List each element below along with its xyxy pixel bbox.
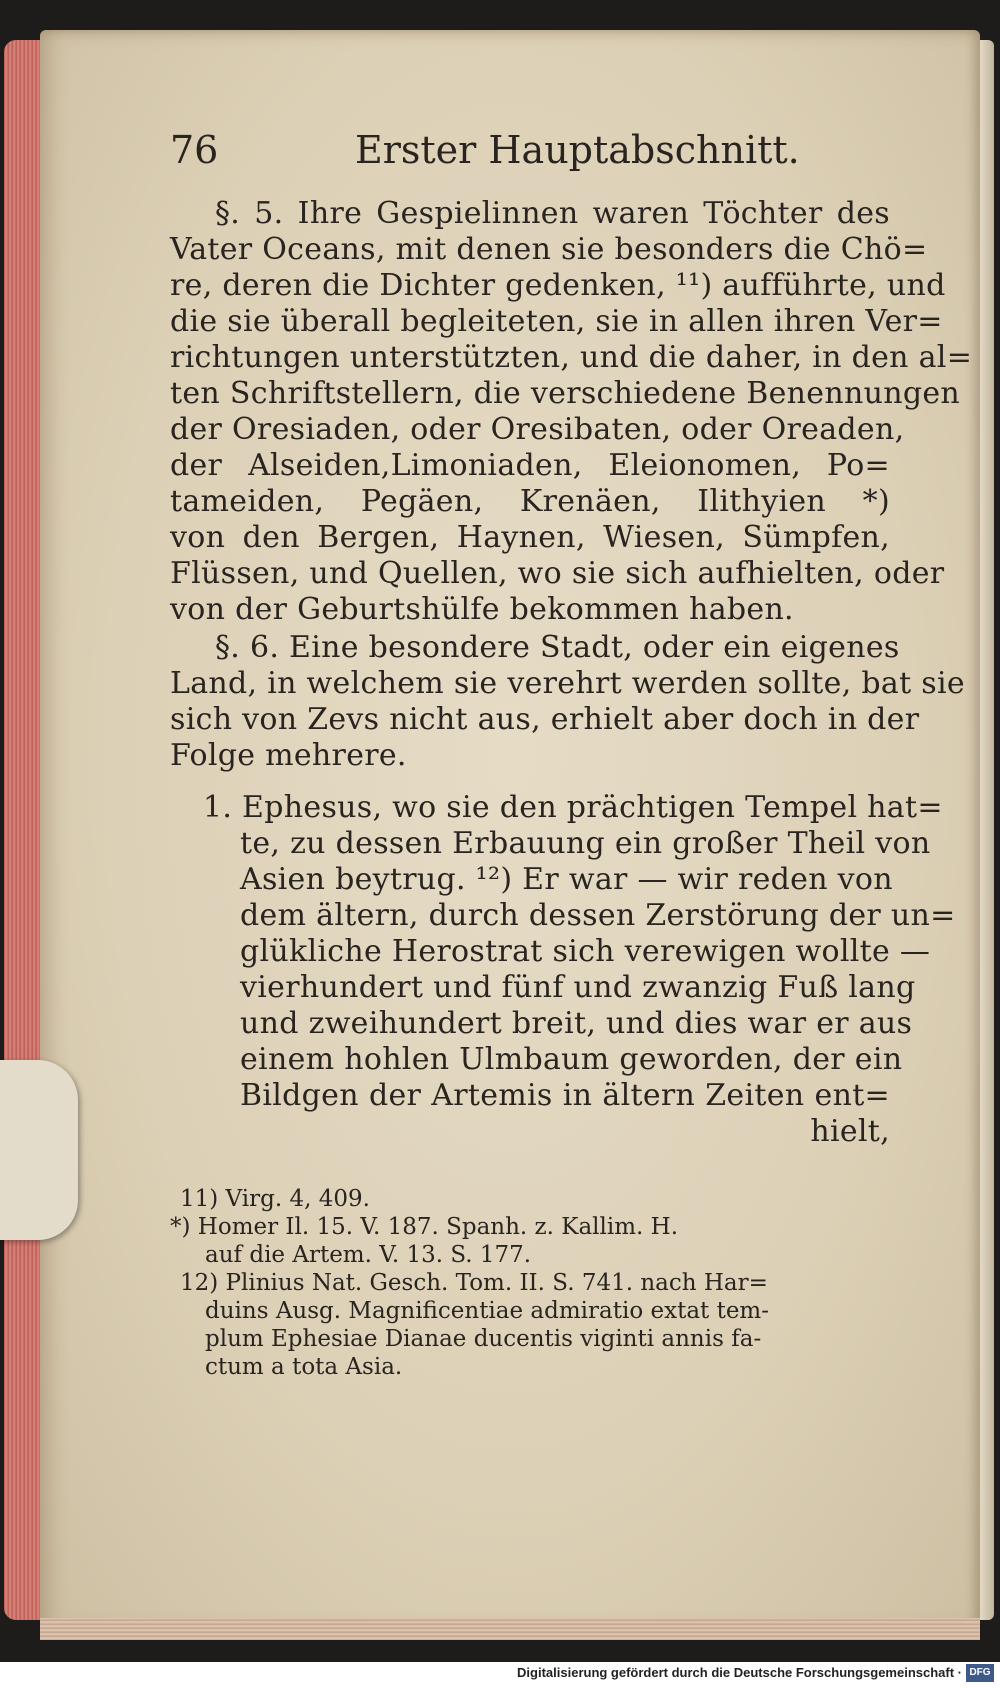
body-line: die sie überall begleiteten, sie in allen ihren Ver= (170, 304, 943, 339)
body-line: re, deren die Dichter gedenken, ¹¹) aufführte, und (170, 268, 946, 303)
body-line: Vater Oceans, mit denen sie besonders die Chö= (170, 232, 928, 267)
body-line: Flüssen, und Quellen, wo sie sich aufhielten, oder (170, 556, 945, 591)
footer-credit: Digitalisierung gefördert durch die Deutsche Forschungsgemeinschaft · (517, 1665, 962, 1680)
bookmark-tab (0, 1060, 78, 1240)
footnote-line: 11) Virg. 4, 409. (180, 1186, 370, 1212)
footnote-line: duins Ausg. Magnificentiae admiratio extat tem- (205, 1298, 770, 1324)
list-line: einem hohlen Ulmbaum geworden, der ein (240, 1042, 903, 1077)
running-title: Erster Hauptabschnitt. (355, 128, 800, 172)
dfg-logo: DFG (966, 1664, 994, 1682)
list-line: und zweihundert breit, und dies war er aus (240, 1006, 913, 1041)
catchword: hielt, (810, 1114, 890, 1149)
list-line: dem ältern, durch dessen Zerstörung der un= (240, 898, 956, 933)
list-line: glükliche Herostrat sich verewigen wollte — (240, 934, 931, 969)
page-number: 76 (170, 128, 219, 172)
list-line: Asien beytrug. ¹²) Er war — wir reden von (240, 862, 893, 897)
body-line: von den Bergen, Haynen, Wiesen, Sümpfen, (170, 520, 890, 555)
page-bottom-edge (40, 1618, 980, 1640)
body-line: sich von Zevs nicht aus, erhielt aber doch in der (170, 702, 920, 737)
list-line: te, zu dessen Erbauung ein großer Theil von (240, 826, 931, 861)
footnote-line: ctum a tota Asia. (205, 1354, 403, 1380)
footnote-line: 12) Plinius Nat. Gesch. Tom. II. S. 741. nach Har= (180, 1270, 768, 1296)
body-line: richtungen unterstützten, und die daher, in den al= (170, 340, 973, 375)
body-line: Land, in welchem sie verehrt werden sollte, bat sie (170, 666, 965, 701)
footnote-line: *) Homer Il. 15. V. 187. Spanh. z. Kallim. H. (170, 1214, 679, 1240)
body-line: von der Geburtshülfe bekommen haben. (170, 592, 794, 627)
list-line: 1. Ephesus, wo sie den prächtigen Tempel hat= (203, 790, 943, 825)
list-line: Bildgen der Artemis in ältern Zeiten ent= (240, 1078, 890, 1113)
body-line: §. 5. Ihre Gespielinnen waren Töchter des (215, 196, 890, 231)
body-line: der Oresiaden, oder Oresibaten, oder Oreaden, (170, 412, 905, 447)
footnote-line: plum Ephesiae Dianae ducentis viginti annis fa- (205, 1326, 762, 1352)
list-line: vierhundert und fünf und zwanzig Fuß lang (240, 970, 916, 1005)
footnote-line: auf die Artem. V. 13. S. 177. (205, 1242, 532, 1268)
body-line: ten Schriftstellern, die verschiedene Benennungen (170, 376, 961, 411)
body-line: §. 6. Eine besondere Stadt, oder ein eigenes (215, 630, 900, 665)
body-line: tameiden, Pegäen, Krenäen, Ilithyien *) (170, 484, 890, 519)
page-edge-left (4, 40, 44, 1620)
body-line: Folge mehrere. (170, 738, 407, 773)
body-line: der Alseiden,Limoniaden, Eleionomen, Po= (170, 448, 890, 483)
